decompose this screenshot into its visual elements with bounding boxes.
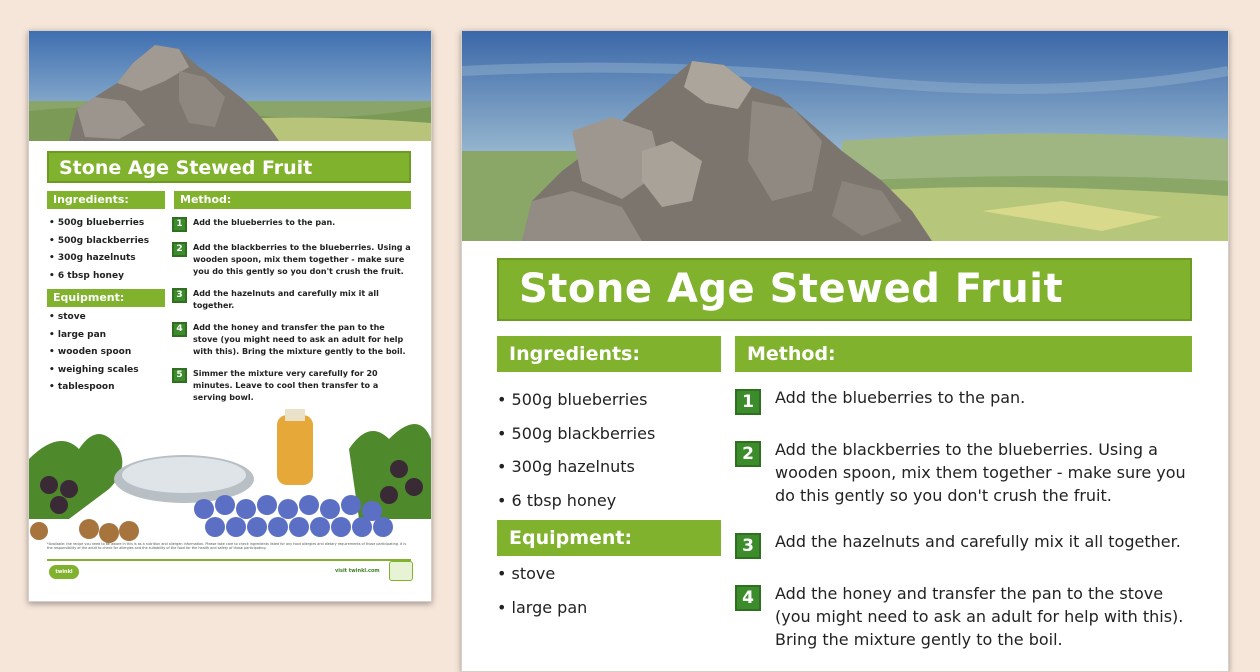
ingredients-list [49,215,149,285]
visit-link[interactable]: visit twinkl.com [335,568,380,574]
recipe-page-thumbnail[interactable] [28,30,432,602]
method-step [172,242,412,278]
method-heading: Method: [174,191,411,209]
list-item: • stove [497,557,587,591]
list-item: • 300g hazelnuts [497,450,655,484]
step-text: Add the blueberries to the pan. [193,218,336,227]
equipment-heading: Equipment: [47,289,165,307]
step-text: Add the hazelnuts and carefully mix it all together. [193,289,379,310]
badge-icon [389,561,413,581]
step-number: 2 [172,242,187,257]
fruit-illustration [29,409,431,545]
recipe-title: Stone Age Stewed Fruit [47,151,411,183]
list-item: • 6 tbsp honey [497,484,655,518]
equipment-list [49,309,139,397]
stone-landscape-image [462,31,1228,241]
step-number: 4 [172,322,187,337]
list-item: • wooden spoon [49,344,139,362]
method-step [172,368,412,404]
step-text: Add the hazelnuts and carefully mix it all together. [775,532,1181,551]
step-text: Add the honey and transfer the pan to the stove (you might need to ask an adult for help with this). Bring the mixture gently to the boil. [193,323,406,356]
step-number: 5 [172,368,187,383]
method-step [735,438,1195,507]
list-item: • large pan [49,327,139,345]
ingredients-heading: Ingredients: [497,336,721,372]
list-item: • 500g blueberries [497,383,655,417]
list-item: • tablespoon [49,379,139,397]
step-text: Add the blackberries to the blueberries. Using a wooden spoon, mix them together - make sure you do this gently so you don't crush the fruit. [775,440,1186,505]
list-item: • 500g blackberries [49,233,149,251]
step-number: 3 [172,288,187,303]
step-number: 1 [735,389,761,415]
method-steps [172,217,412,414]
equipment-heading: Equipment: [497,520,721,556]
method-step [735,386,1195,415]
step-number: 4 [735,585,761,611]
step-number: 3 [735,533,761,559]
stone-landscape-image [29,31,431,141]
method-steps [735,386,1195,672]
recipe-page-zoomed[interactable] [461,30,1229,672]
step-text: Add the honey and transfer the pan to the stove (you might need to ask an adult for help with this). Bring the mixture gently to the boil. [775,584,1184,649]
step-text: Add the blackberries to the blueberries. Using a wooden spoon, mix them together - make sure you do this gently so you don't crush the fruit. [193,243,411,276]
ingredients-heading: Ingredients: [47,191,165,209]
ingredients-list [497,383,655,517]
step-text: Add the blueberries to the pan. [775,388,1026,407]
method-heading: Method: [735,336,1192,372]
list-item: • stove [49,309,139,327]
method-step [172,322,412,358]
recipe-title: Stone Age Stewed Fruit [497,258,1192,321]
list-item: • 6 tbsp honey [49,268,149,286]
footer-divider [47,559,411,561]
method-step [172,288,412,312]
step-number: 1 [172,217,187,232]
method-step [172,217,412,232]
equipment-list [497,557,587,625]
list-item: • 300g hazelnuts [49,250,149,268]
footer-disclaimer: *Available: the recipe you need to be aware in this is as a nutrition and allergen information. Please take care to check ingredients listed for any food allergies and dietary requirements of those participating. It is the responsibility of the adult to check for allergies and the suitability of the food for the health and safety of those participating. [47,542,407,550]
list-item: • weighing scales [49,362,139,380]
list-item: • 500g blackberries [497,417,655,451]
method-step [735,530,1195,559]
step-text: Simmer the mixture very carefully for 20 minutes. Leave to cool then transfer to a serving bowl. [193,369,379,402]
method-step [735,582,1195,651]
list-item: • large pan [497,591,587,625]
step-number: 2 [735,441,761,467]
twinkl-logo: twinkl [49,565,79,579]
list-item: • 500g blueberries [49,215,149,233]
